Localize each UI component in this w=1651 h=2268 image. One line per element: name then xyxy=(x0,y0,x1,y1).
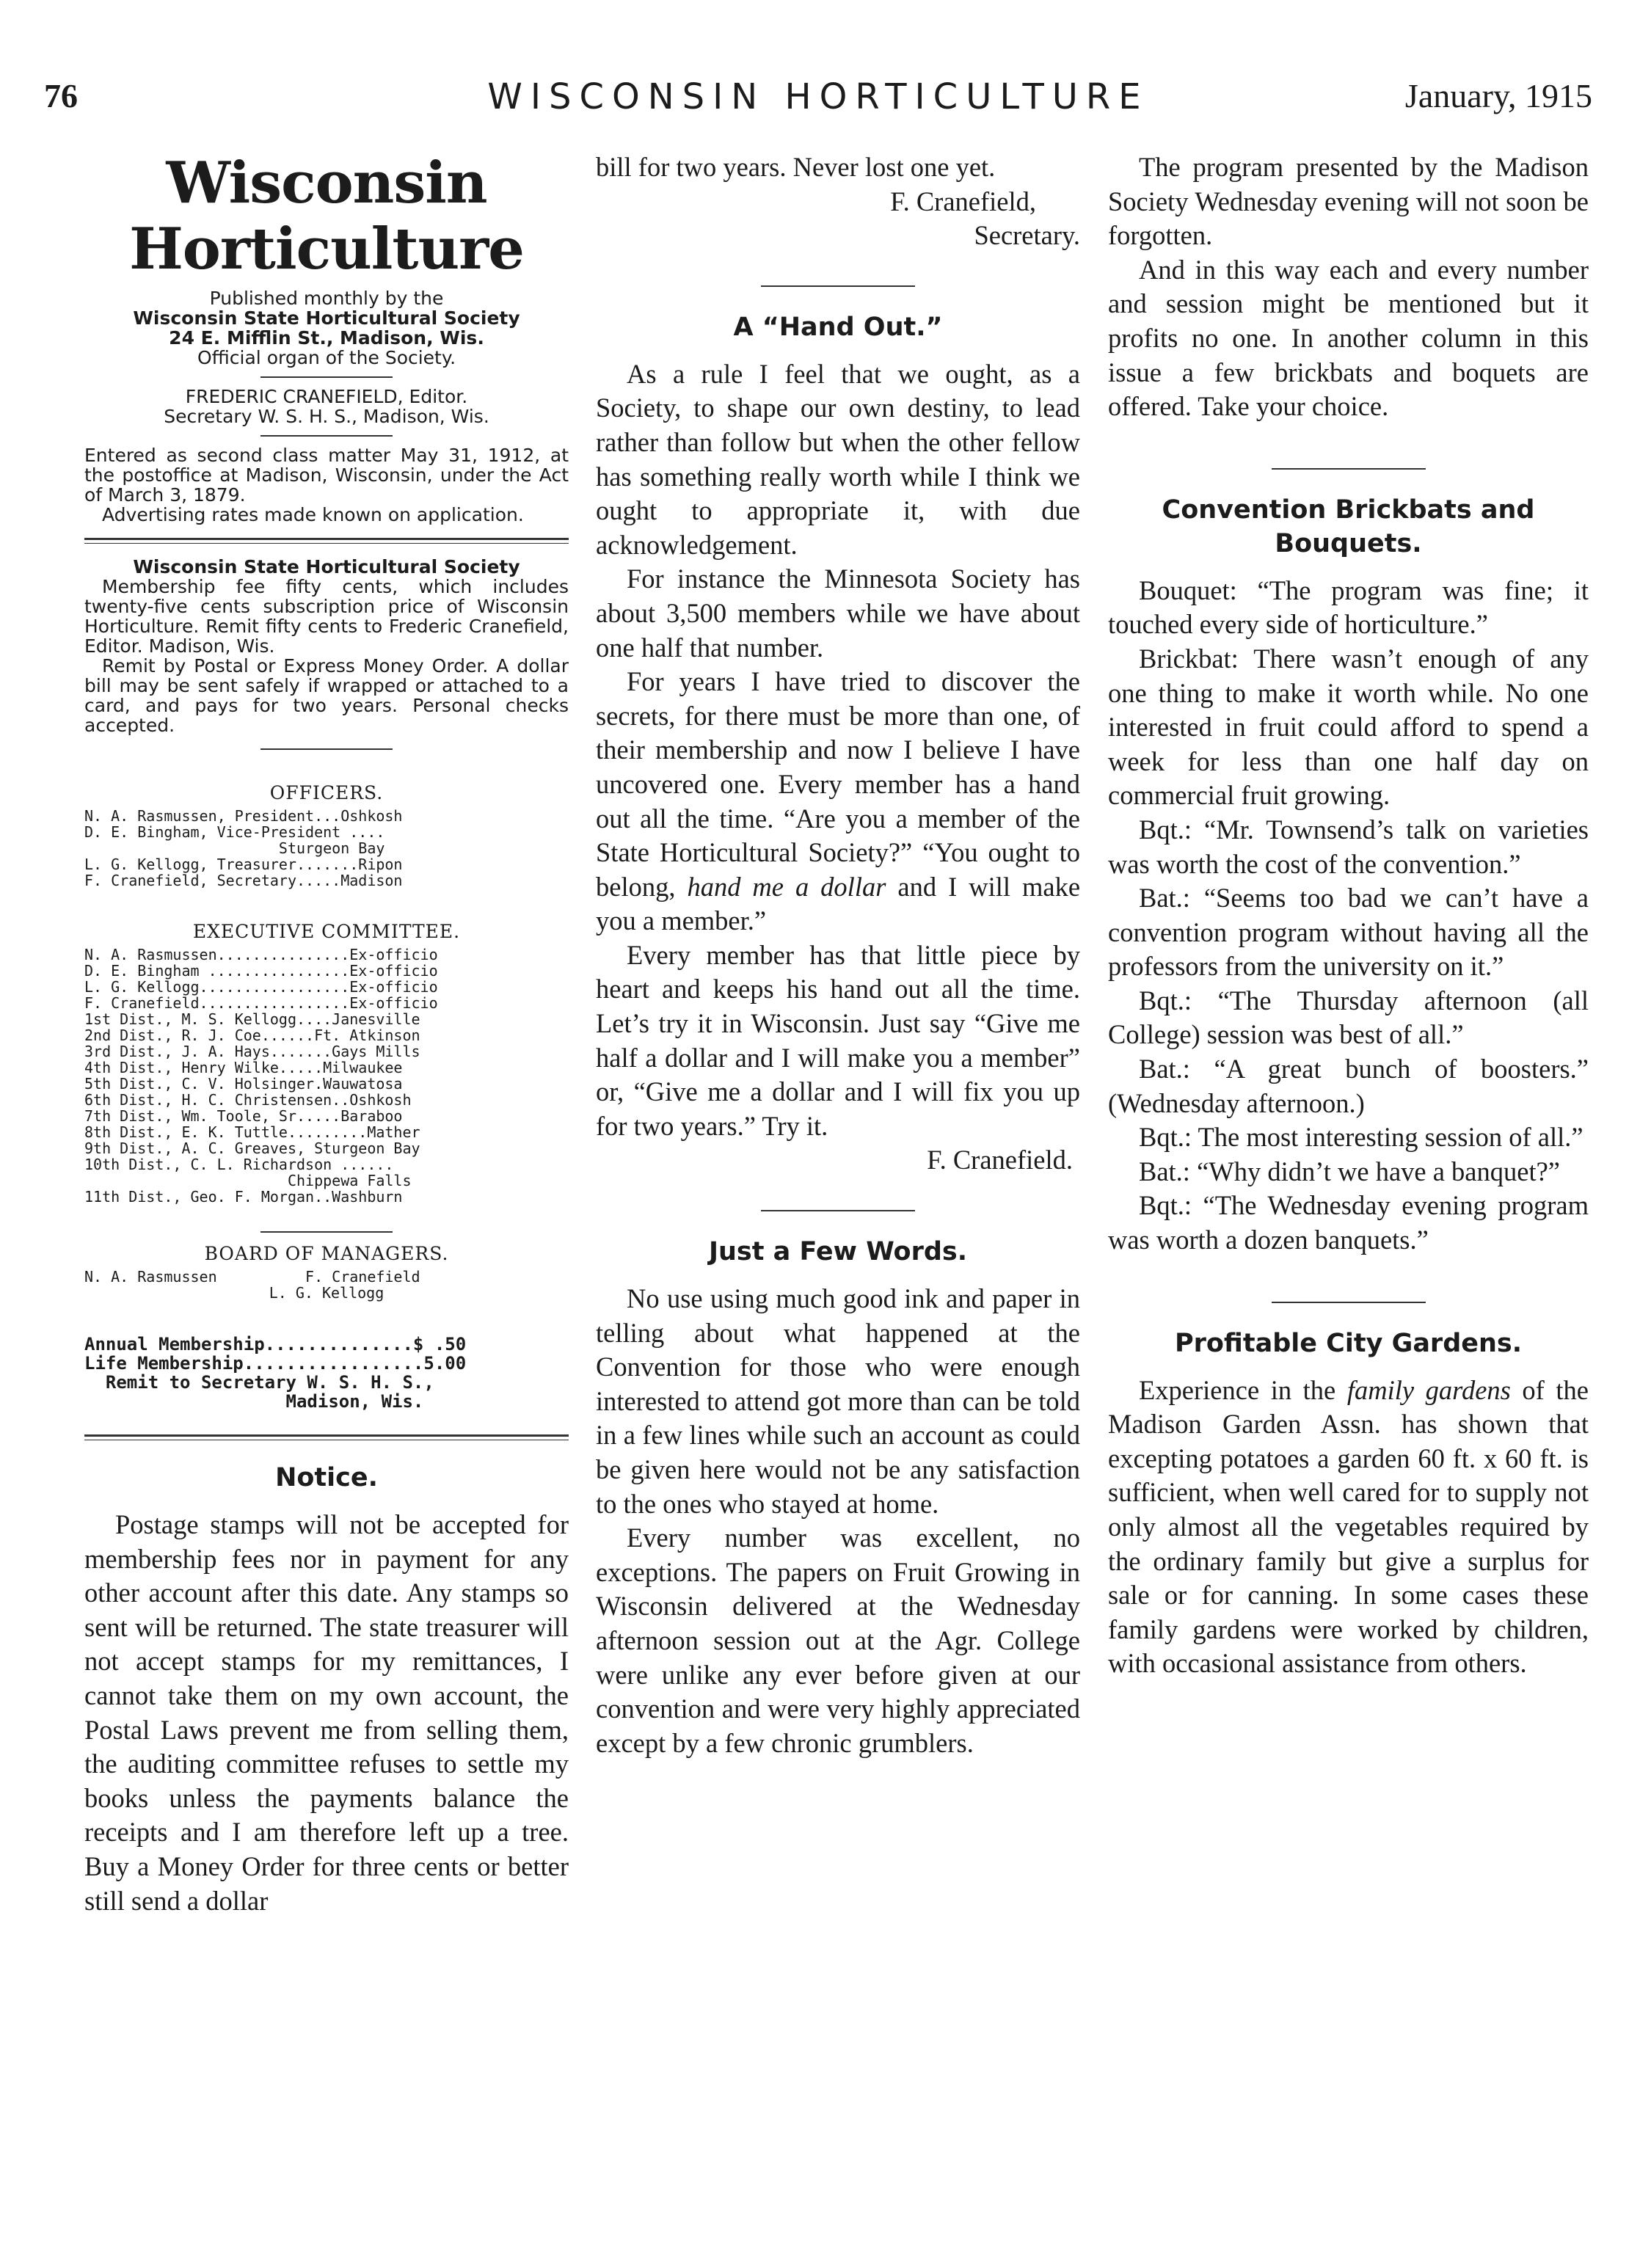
brickbats-heading: Convention Brickbats and Bouquets. xyxy=(1162,495,1535,558)
executive-line: 4th Dist., Henry Wilke.....Milwaukee xyxy=(84,1059,403,1076)
executive-line: 7th Dist., Wm. Toole, Sr.....Baraboo xyxy=(84,1107,403,1125)
running-header xyxy=(44,76,1592,128)
hand-out-heading: A “Hand Out.” xyxy=(733,312,943,342)
executive-line: F. Cranefield.................Ex-officio xyxy=(84,994,438,1012)
divider xyxy=(761,285,915,287)
executive-line: 3rd Dist., J. A. Hays.......Gays Mills xyxy=(84,1043,420,1060)
paragraph: As a rule I feel that we ought, as a Society, to shape our own destiny, to lead rather than follow but when the other fellow has something really worth while I think we ought to appropriate it, with due acknowledgement. xyxy=(596,358,1080,560)
paragraph: For instance the Minnesota Society has about 3,500 members while we have about one half that number. xyxy=(596,564,1080,663)
divider xyxy=(260,1231,393,1233)
masthead-editor-title: Secretary W. S. H. S., Madison, Wis. xyxy=(164,406,489,427)
brickbat-item: Brickbat: There wasn’t enough of any one thing to make it worth while. No one interested in fruit could afford to spend a week for less than one half day on commercial fruit growing. xyxy=(1108,643,1589,811)
officer-line: D. E. Bingham, Vice-President .... xyxy=(84,823,385,841)
paragraph xyxy=(596,665,1080,938)
text-run: of the Madison Garden Assn. has shown that excepting potatoes a garden 60 ft. x 60 ft. is sufficient, when well cared for to supply not only almost all the vegetables required by the ordinary family but give a surplus for sale or for canning. In some cases these family gardens were worked by children, with occasional assistance from others. xyxy=(1108,1374,1589,1679)
fee-city: Madison, Wis. xyxy=(84,1391,424,1412)
bouquet-item: Bouquet: “The program was fine; it touched every side of horticulture.” xyxy=(1108,575,1589,640)
officer-line: N. A. Rasmussen, President...Oshkosh xyxy=(84,807,403,825)
double-rule xyxy=(84,1434,569,1440)
masthead-title: Wisconsin Horticulture xyxy=(129,150,524,282)
remit-info: Remit by Postal or Express Money Order. A dollar bill may be sent safely if wrapped or attached to a card, and pays for two years. Personal checks accepted. xyxy=(84,655,569,736)
fees-block xyxy=(84,1335,569,1411)
italic-text: family gardens xyxy=(1346,1374,1511,1405)
executive-line: 9th Dist., A. C. Greaves, Sturgeon Bay xyxy=(84,1140,420,1157)
executive-line: Chippewa Falls xyxy=(84,1172,412,1189)
brickbat-item: Bat.: “A great bunch of boosters.” (Wednesday afternoon.) xyxy=(1108,1054,1589,1118)
masthead-society: Wisconsin State Horticultural Society xyxy=(133,307,520,329)
executive-line: 5th Dist., C. V. Holsinger.Wauwatosa xyxy=(84,1075,403,1093)
italic-text: hand me a dollar xyxy=(687,871,886,902)
paragraph: And in this way each and every number and session might be mentioned but it profits no one. In another column in this issue a few brickbats and boquets are offered. Take your choice. xyxy=(1108,254,1589,422)
continued-text: bill for two years. Never lost one yet. xyxy=(596,152,996,182)
board-heading: BOARD OF MANAGERS. xyxy=(204,1243,449,1264)
executive-heading: EXECUTIVE COMMITTEE. xyxy=(192,921,461,942)
masthead-editor: FREDERIC CRANEFIELD, Editor. xyxy=(185,386,468,407)
paragraph: Every number was excellent, no exceptions. The papers on Fruit Growing in Wisconsin delivered at the Wednesday afternoon session out at the Agr. College were unlike any ever before given at our convention and were very highly appreciated except by a few chronic grumblers. xyxy=(596,1523,1080,1758)
page-number: 76 xyxy=(44,77,78,114)
executive-line: 1st Dist., M. S. Kellogg....Janesville xyxy=(84,1010,420,1028)
paragraph: No use using much good ink and paper in telling about what happened at the Convention for those who were enough interested to attend got more than can be told in a few lines while such an account as could be given here would not be any satisfaction to the ones who stayed at home. xyxy=(596,1283,1080,1519)
text-run: For years I have tried to discover the secrets, for there must be more than one, of their membership and now I believe I have uncovered one. Every member has a hand out all the time. “Are you a member of the State Horticultural Society?” “You ought to belong, xyxy=(596,666,1080,902)
annual-fee: Annual Membership..............$ .50 xyxy=(84,1334,467,1354)
notice-body: Postage stamps will not be accepted for membership fees nor in payment for any other account after this date. Any stamps so sent will be returned. The state treasurer will not accept stamps for my remittances, I cannot take them on my own account, the Postal Laws prevent me from selling them, the auditing committee refuses to settle my books unless the payments balance the receipts and I am therefore left up a tree. Buy a Money Order for three cents or better still send a dollar xyxy=(84,1509,569,1916)
brickbat-item: Bat.: “Why didn’t we have a banquet?” xyxy=(1139,1156,1560,1186)
officer-line: L. G. Kellogg, Treasurer.......Ripon xyxy=(84,856,403,873)
executive-line: 11th Dist., Geo. F. Morgan..Washburn xyxy=(84,1188,403,1206)
board-line: L. G. Kellogg xyxy=(269,1284,384,1302)
signature-name: F. Cranefield. xyxy=(927,1145,1073,1175)
divider xyxy=(1272,1302,1426,1303)
executive-line: 8th Dist., E. K. Tuttle.........Mather xyxy=(84,1123,420,1141)
paragraph: The program presented by the Madison Society Wednesday evening will not soon be forgotten. xyxy=(1108,152,1589,251)
officer-line: F. Cranefield, Secretary.....Madison xyxy=(84,872,403,889)
issue-date: January, 1915 xyxy=(1404,77,1592,114)
brickbat-item: Bat.: “Seems too bad we can’t have a convention program without having all the professors from the university on it.” xyxy=(1108,883,1589,982)
officers-heading: OFFICERS. xyxy=(269,782,384,803)
few-words-heading: Just a Few Words. xyxy=(708,1237,968,1267)
executive-line: D. E. Bingham ................Ex-officio xyxy=(84,962,438,980)
officer-line: Sturgeon Bay xyxy=(84,839,385,857)
executive-line: N. A. Rasmussen...............Ex-officio xyxy=(84,946,438,963)
advertising-notice: Advertising rates made known on application. xyxy=(102,504,524,525)
society-box-title: Wisconsin State Horticultural Society xyxy=(133,556,520,577)
fee-remit: Remit to Secretary W. S. H. S., xyxy=(84,1372,434,1393)
bouquet-item: Bqt.: “The Thursday afternoon (all College) session was best of all.” xyxy=(1108,985,1589,1050)
executive-list xyxy=(84,947,569,1205)
masthead-organ: Official organ of the Society. xyxy=(197,347,456,368)
text-run: Experience in the xyxy=(1139,1374,1336,1405)
city-gardens-heading: Profitable City Gardens. xyxy=(1174,1328,1523,1358)
executive-line: 6th Dist., H. C. Christensen..Oshkosh xyxy=(84,1091,412,1109)
signature-title: Secretary. xyxy=(974,220,1080,251)
masthead-address: 24 E. Mifflin St., Madison, Wis. xyxy=(169,327,484,349)
masthead-published: Published monthly by the xyxy=(209,288,444,309)
board-line: N. A. Rasmussen F. Cranefield xyxy=(84,1268,420,1286)
bouquet-item: Bqt.: “Mr. Townsend’s talk on varieties was worth the cost of the convention.” xyxy=(1108,814,1589,879)
life-fee: Life Membership.................5.00 xyxy=(84,1353,467,1374)
divider xyxy=(260,435,393,437)
executive-line: L. G. Kellogg.................Ex-officio xyxy=(84,978,438,996)
column-middle xyxy=(596,150,1080,1760)
column-left xyxy=(84,150,569,1918)
text-run: and I will make you a member.” xyxy=(596,871,1081,936)
divider xyxy=(761,1210,915,1211)
signature-name: F. Cranefield, xyxy=(890,186,1036,216)
divider xyxy=(260,376,393,378)
entered-notice: Entered as second class matter May 31, 1912, at the postoffice at Madison, Wisconsin, under the Act of March 3, 1879. xyxy=(84,445,569,506)
officers-list xyxy=(84,808,569,889)
paragraph xyxy=(1108,1374,1589,1681)
divider xyxy=(1272,468,1426,470)
membership-info: Membership fee fifty cents, which includes twenty-five cents subscription price of Wisconsin Horticulture. Remit fifty cents to Frederic Cranefield, Editor. Madison, Wis. xyxy=(84,576,569,657)
divider xyxy=(260,748,393,750)
notice-heading: Notice. xyxy=(275,1463,378,1492)
executive-line: 2nd Dist., R. J. Coe......Ft. Atkinson xyxy=(84,1027,420,1044)
column-right xyxy=(1108,150,1589,1681)
bouquet-item: Bqt.: The most interesting session of all.” xyxy=(1139,1122,1583,1153)
double-rule xyxy=(84,538,569,544)
bouquet-item: Bqt.: “The Wednesday evening program was worth a dozen banquets.” xyxy=(1108,1190,1589,1255)
journal-title: WISCONSIN HORTICULTURE xyxy=(487,76,1149,117)
executive-line: 10th Dist., C. L. Richardson ...... xyxy=(84,1156,394,1173)
paragraph: Every member has that little piece by heart and keeps his hand out all the time. Let’s try it in Wisconsin. Just say “Give me half a dollar and I will make you a member” or, “Give me a dollar and I will fix you up for two years.” Try it. xyxy=(596,939,1080,1141)
